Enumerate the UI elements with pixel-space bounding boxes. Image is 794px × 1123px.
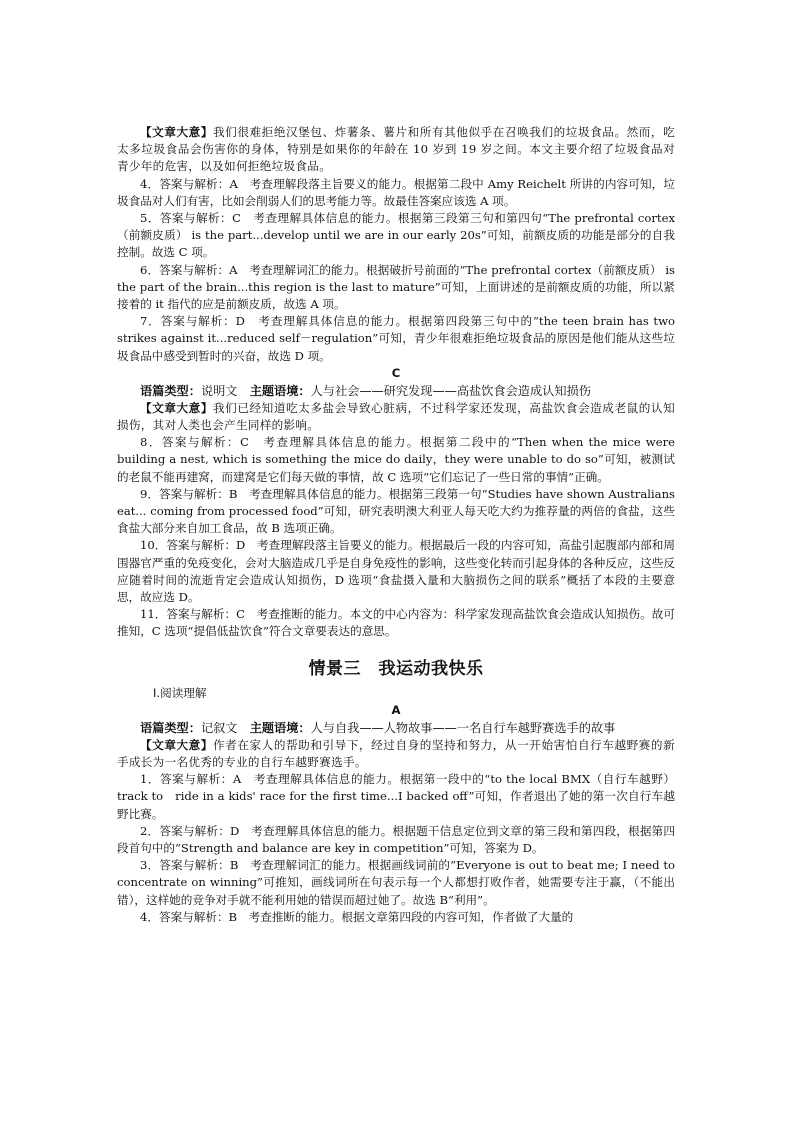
answer-item: 1．答案与解析：A 考查理解具体信息的能力。根据第一段中的“to the local BMX（自行车越野）track to ride in a kids' race for the first time...I backed off”可知，作者退出了她的第一次自行车越野比赛。 (117, 772, 675, 821)
context-value: 人与社会——研究发现——高盐饮食会造成认知损伤 (310, 383, 591, 398)
summary-text: 我们很难拒绝汉堡包、炸薯条、薯片和所有其他似乎在召唤我们的垃圾食品。然而，吃太多垃圾食品会伤害你的身体，特别是如果你的年龄在 10 岁到 19 岁之间。本文主要介绍了垃圾食品对青少年的危害，以及如何拒绝垃圾食品。 (117, 125, 675, 174)
summary-label: 【文章大意】 (140, 737, 213, 752)
answer-item: 3．答案与解析：B 考查理解词汇的能力。根据画线词前的“Everyone is out to beat me; I need to concentrate on winning”可推知，画线词所在句表示每一个人都想打败作者，她需要专注于赢，（不能出错），这样她的竞争对手就不能利用她的错误而超过她了。故选 B“利用”。 (117, 858, 687, 907)
section-letter: A (391, 702, 401, 717)
context-label: 主题语境： (249, 383, 311, 398)
genre-line (117, 719, 675, 737)
answer-item: 6．答案与解析：A 考查理解词汇的能力。根据破折号前面的“The prefrontal cortex（前额皮质） is the part of the brain...this region is the last to mature”可知，上面讲述的是前额皮质的功能，所以紧接着的 it 指代的应是前额皮质，故选 A 项。 (117, 262, 675, 312)
summary-paragraph (117, 400, 675, 434)
context-value: 人与自我——人物故事——一名自行车越野赛选手的故事 (310, 720, 616, 735)
answer-item: 8．答案与解析：C 考查理解具体信息的能力。根据第二段中的“Then when the mice were building a nest, which is something the mice do daily，they were unable to do so”可知，被测试的老鼠不能再建窝，而建窝是它们每天做的事情，故 C 选项“它们忘记了一些日常的事情”正确。 (117, 435, 675, 484)
answer-item: 4．答案与解析：A 考查理解段落主旨要义的能力。根据第二段中 Amy Reichelt 所讲的内容可知，垃圾食品对人们有害，比如会削弱人们的思考能力等。故最佳答案应该选 A 项。 (117, 176, 675, 208)
answer-item: 7．答案与解析：D 考查理解具体信息的能力。根据第四段第三句中的“the teen brain has two strikes against it...reduced self－regulation”可知，青少年很难拒绝垃圾食品的原因是他们能从这些垃圾食品中感受到暂时的兴奋，故选 D 项。 (117, 314, 675, 363)
context-label: 主题语境： (249, 720, 311, 735)
document-page (117, 124, 687, 926)
answer-item: 4．答案与解析：B 考查推断的能力。根据文章第四段的内容可知，作者做了大量的 (140, 909, 574, 924)
summary-label: 【文章大意】 (140, 125, 213, 139)
summary-paragraph (117, 124, 675, 176)
genre-label: 语篇类型： (140, 720, 201, 735)
summary-paragraph (117, 737, 675, 771)
summary-text: 我们已经知道吃太多盐会导致心脏病，不过科学家还发现，高盐饮食会造成老鼠的认知损伤，其对人类也会产生同样的影响。 (117, 400, 675, 433)
genre-value: 说明文 (200, 383, 238, 398)
answer-item: 11．答案与解析：C 考查推断的能力。本文的中心内容为：科学家发现高盐饮食会造成认知损伤。故可推知，C 选项“提倡低盐饮食”符合文章要表达的意思。 (117, 607, 675, 639)
genre-label: 语篇类型： (140, 383, 201, 398)
genre-line (117, 382, 675, 400)
genre-value: 记叙文 (200, 720, 238, 735)
scene-title: 情景三 我运动我快乐 (308, 658, 484, 679)
answer-item: 9．答案与解析：B 考查理解具体信息的能力。根据第三段第一句“Studies have shown Australians eat... coming from processed food”可知，研究表明澳大利亚人每天吃大约为推荐量的两倍的食盐，这些食盐大部分来自加工食品，故 B 选项正确。 (117, 486, 675, 536)
answer-item: 5．答案与解析：C 考查理解具体信息的能力。根据第三段第三句和第四句“The prefrontal cortex（前额皮质） is the part...develop until we are in our early 20s”可知，前额皮质的功能是部分的自我控制。故选 C 项。 (117, 211, 675, 260)
part-title: Ⅰ.阅读理解 (153, 685, 207, 700)
answer-item: 2．答案与解析：D 考查理解具体信息的能力。根据题干信息定位到文章的第三段和第四段，根据第四段首句中的“Strength and balance are key in competition”可知，答案为 D。 (117, 823, 675, 855)
summary-text: 作者在家人的帮助和引导下，经过自身的坚持和努力，从一开始害怕自行车越野赛的新手成长为一名优秀的专业的自行车越野赛选手。 (117, 737, 675, 769)
answer-item: 10．答案与解析：D 考查理解段落主旨要义的能力。根据最后一段的内容可知，高盐引起腹部内部和周围器官严重的免疫变化，会对大脑造成几乎是自身免疫性的影响，这些变化转而引起身体的各种反应，这些反应随着时间的流逝肯定会造成认知损伤，D 选项“食盐摄入量和大脑损伤之间的联系”概括了本段的主要意思，故应选 D。 (117, 538, 675, 605)
summary-label: 【文章大意】 (140, 400, 213, 415)
section-letter: C (391, 365, 401, 380)
